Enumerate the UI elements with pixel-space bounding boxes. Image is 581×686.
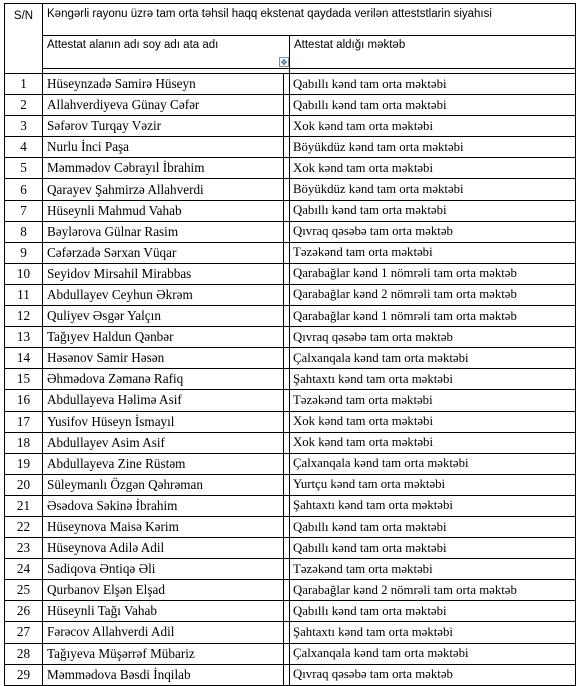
school-cell: Şahtaxtı kənd tam orta məktəbi	[290, 622, 576, 643]
school-cell: Böyükdüz kənd tam orta məktəbi	[290, 137, 576, 158]
student-name-cell: Seyidov Mirsahil Mirabbas	[43, 263, 284, 284]
school-cell: Xok kənd tam orta məktəbi	[290, 411, 576, 432]
student-name-cell: Abdullayeva Həlimə Asif	[43, 390, 284, 411]
student-name-cell: Səfərov Turqay Vəzir	[43, 116, 284, 137]
student-name-cell: Quliyev Əsgər Yalçın	[43, 306, 284, 327]
row-number: 13	[5, 327, 43, 348]
table-row	[5, 369, 576, 390]
school-cell: Təzəkənd tam orta məktəbi	[290, 242, 576, 263]
student-name-cell: Yusifov Hüseyn İsmayıl	[43, 411, 284, 432]
school-cell: Qıvraq qəsəbə tam orta məktəb	[290, 221, 576, 242]
row-number: 9	[5, 242, 43, 263]
school-cell: Təzəkənd tam orta məktəbi	[290, 559, 576, 580]
student-name-cell: Məmmədova Bəsdi İnqilab	[43, 664, 284, 685]
row-number: 11	[5, 284, 43, 305]
table-row	[5, 432, 576, 453]
school-cell: Xok kənd tam orta məktəbi	[290, 158, 576, 179]
school-column-header: Attestat aldığı məktəb	[290, 36, 576, 69]
school-cell: Qabıllı kənd tam orta məktəbi	[290, 74, 576, 95]
student-name-cell: Həsənov Samir Həsən	[43, 348, 284, 369]
row-number: 29	[5, 664, 43, 685]
school-cell: Çalxanqala kənd tam orta məktəbi	[290, 643, 576, 664]
attestat-table	[4, 3, 576, 686]
row-number: 17	[5, 411, 43, 432]
student-name-cell: Fərəcov Allahverdi Adil	[43, 622, 284, 643]
table-row	[5, 221, 576, 242]
school-cell: Xok kənd tam orta məktəbi	[290, 432, 576, 453]
student-name-cell: Hüseynli Mahmud Vahab	[43, 200, 284, 221]
school-cell: Qarabağlar kənd 1 nömrəli tam orta məktəb	[290, 306, 576, 327]
school-cell: Qarabağlar kənd 2 nömrəli tam orta məktəb	[290, 284, 576, 305]
row-number: 2	[5, 95, 43, 116]
student-name-cell: Əhmədova Zəmanə Rafiq	[43, 369, 284, 390]
table-row	[5, 327, 576, 348]
school-cell: Şahtaxtı kənd tam orta məktəbi	[290, 369, 576, 390]
table-row	[5, 559, 576, 580]
row-number: 19	[5, 453, 43, 474]
row-number: 10	[5, 263, 43, 284]
table-row	[5, 664, 576, 685]
school-cell: Böyükdüz kənd tam orta məktəbi	[290, 179, 576, 200]
student-name-cell: Tağıyeva Müşərrəf Mübariz	[43, 643, 284, 664]
school-cell: Qıvraq qəsəbə tam orta məktəb	[290, 664, 576, 685]
school-cell: Qabıllı kənd tam orta məktəbi	[290, 601, 576, 622]
row-number: 23	[5, 538, 43, 559]
school-cell: Çalxanqala kənd tam orta məktəbi	[290, 348, 576, 369]
school-cell: Qıvraq qəsəbə tam orta məktəb	[290, 327, 576, 348]
row-number: 3	[5, 116, 43, 137]
table-row	[5, 601, 576, 622]
school-cell: Təzəkənd tam orta məktəbi	[290, 390, 576, 411]
attestat-document	[4, 3, 575, 686]
student-name-cell: Qurbanov Elşən Elşad	[43, 580, 284, 601]
table-row	[5, 200, 576, 221]
row-number: 25	[5, 580, 43, 601]
row-number: 1	[5, 74, 43, 95]
row-number: 7	[5, 200, 43, 221]
school-cell: Qarabağlar kənd 1 nömrəli tam orta məktəb	[290, 263, 576, 284]
student-name-cell: Abdullayeva Zinе Rüstəm	[43, 453, 284, 474]
table-row	[5, 453, 576, 474]
school-cell: Qabıllı kənd tam orta məktəbi	[290, 538, 576, 559]
row-number: 22	[5, 516, 43, 537]
table-move-handle-icon[interactable]: ✥	[280, 58, 288, 67]
table-row	[5, 306, 576, 327]
student-name-cell: Bəylərova Gülnar Rasim	[43, 221, 284, 242]
school-cell: Qabıllı kənd tam orta məktəbi	[290, 200, 576, 221]
student-name-cell: Əsədova Səkinə İbrahim	[43, 495, 284, 516]
row-number: 18	[5, 432, 43, 453]
student-name-cell: Abdullayev Ceyhun Əkrəm	[43, 284, 284, 305]
table-row	[5, 179, 576, 200]
table-row	[5, 95, 576, 116]
school-cell: Şahtaxtı kənd tam orta məktəbi	[290, 495, 576, 516]
row-number: 20	[5, 474, 43, 495]
row-number: 26	[5, 601, 43, 622]
student-name-cell: Tağıyev Haldun Qənbər	[43, 327, 284, 348]
table-row	[5, 74, 576, 95]
table-row	[5, 158, 576, 179]
student-name-cell: Məmmədov Cəbrayıl İbrahim	[43, 158, 284, 179]
name-column-header: Attestat alanın adı soy adı ata adı	[43, 36, 290, 69]
table-row	[5, 348, 576, 369]
student-name-cell: Qarayev Şahmirzə Allahverdi	[43, 179, 284, 200]
student-name-cell: Süleymanlı Özgən Qəhrəman	[43, 474, 284, 495]
table-title-row	[5, 4, 576, 36]
student-name-cell: Abdullayev Asim Asif	[43, 432, 284, 453]
row-number: 6	[5, 179, 43, 200]
school-cell: Qabıllı kənd tam orta məktəbi	[290, 516, 576, 537]
row-number: 8	[5, 221, 43, 242]
student-name-cell: Nurlu İnci Paşa	[43, 137, 284, 158]
row-number: 28	[5, 643, 43, 664]
row-number: 24	[5, 559, 43, 580]
table-row	[5, 516, 576, 537]
table-row	[5, 390, 576, 411]
student-name-cell: Hüseynova Maisə Kərim	[43, 516, 284, 537]
table-row	[5, 137, 576, 158]
school-cell: Qabıllı kənd tam orta məktəbi	[290, 95, 576, 116]
student-name-cell: Cəfərzadə Sərxan Vüqar	[43, 242, 284, 263]
row-number: 15	[5, 369, 43, 390]
table-row	[5, 116, 576, 137]
table-title: Kəngərli rayonu üzrə tam orta təhsil haqq ekstenat qaydada verilən atteststlarin siyahısi	[43, 4, 576, 36]
table-row	[5, 643, 576, 664]
table-row	[5, 411, 576, 432]
table-row	[5, 538, 576, 559]
table-row	[5, 580, 576, 601]
column-header-row	[5, 36, 576, 69]
student-name-cell: Allahverdiyeva Günay Cəfər	[43, 95, 284, 116]
row-number: 16	[5, 390, 43, 411]
row-number: 14	[5, 348, 43, 369]
row-number: 12	[5, 306, 43, 327]
row-number: 21	[5, 495, 43, 516]
school-cell: Yurtçu kənd tam orta məktəbi	[290, 474, 576, 495]
school-cell: Çalxanqala kənd tam orta məktəbi	[290, 453, 576, 474]
table-row	[5, 474, 576, 495]
student-name-cell: Hüseynova Adilə Adil	[43, 538, 284, 559]
student-name-cell: Hüseynli Tağı Vahab	[43, 601, 284, 622]
sn-column-header: S/N	[5, 4, 43, 74]
table-row	[5, 284, 576, 305]
student-name-cell: Sadiqova Əntiqə Əli	[43, 559, 284, 580]
table-row	[5, 622, 576, 643]
table-row	[5, 242, 576, 263]
table-row	[5, 495, 576, 516]
row-number: 4	[5, 137, 43, 158]
school-cell: Xok kənd tam orta məktəbi	[290, 116, 576, 137]
student-name-cell: Hüseynzadə Samirə Hüseyn	[43, 74, 284, 95]
table-row	[5, 263, 576, 284]
row-number: 27	[5, 622, 43, 643]
school-cell: Qarabağlar kənd 2 nömrəli tam orta məktəb	[290, 580, 576, 601]
row-number: 5	[5, 158, 43, 179]
